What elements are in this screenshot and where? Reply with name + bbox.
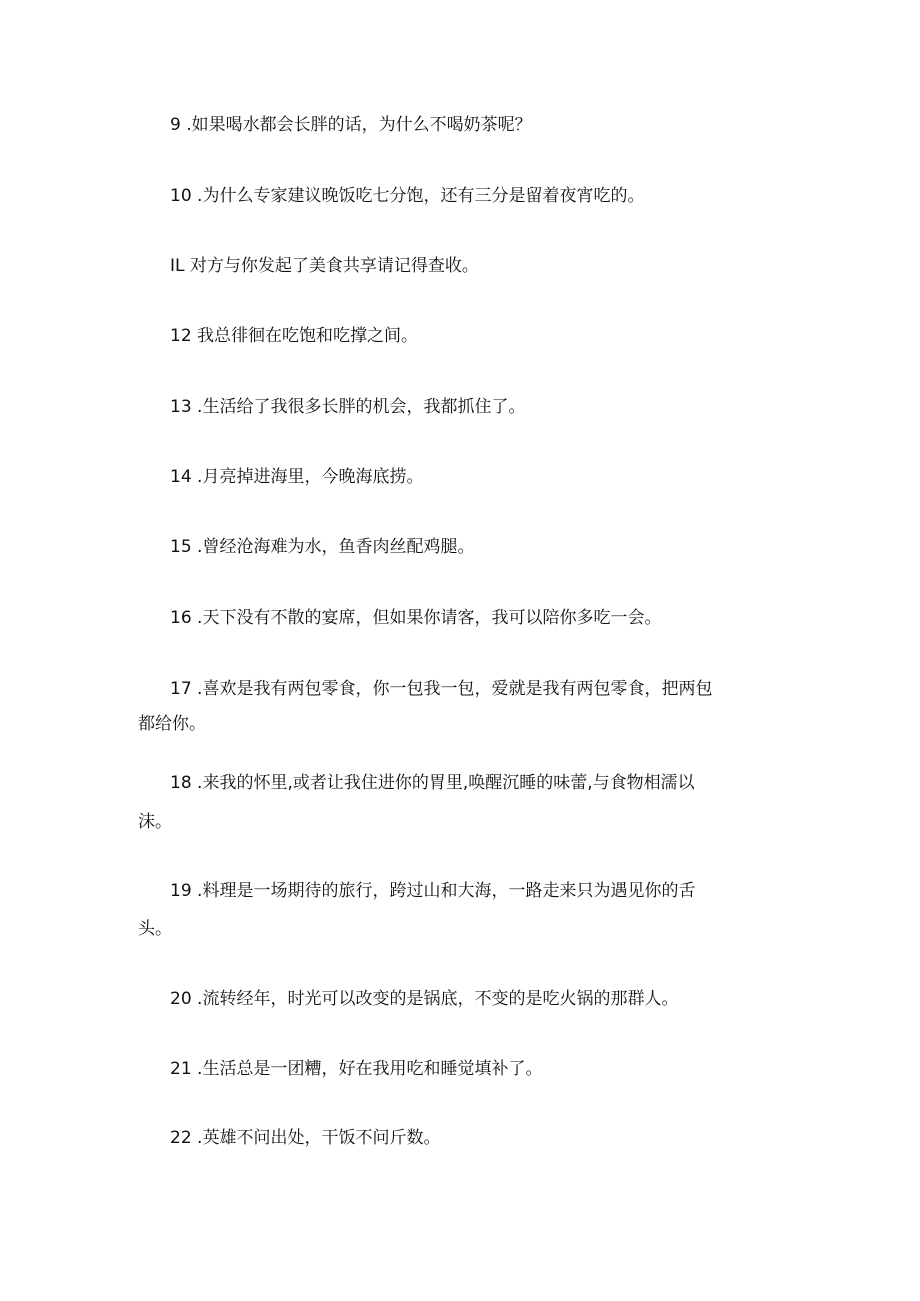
list-item xyxy=(170,988,678,1010)
item-number: 22 xyxy=(170,1128,192,1148)
item-separator: . xyxy=(191,467,203,487)
item-separator: . xyxy=(191,397,203,417)
list-item xyxy=(170,396,525,418)
list-item xyxy=(170,325,418,347)
list-item-continuation: 头。 xyxy=(138,919,172,939)
item-number: 16 xyxy=(170,608,192,628)
item-text: 曾经沧海难为水，鱼香肉丝配鸡腿。 xyxy=(202,537,475,557)
list-item xyxy=(170,185,644,207)
item-text: 如果喝水都会长胖的话，为什么不喝奶茶呢？ xyxy=(191,115,532,135)
item-number: 21 xyxy=(170,1059,192,1079)
list-item xyxy=(170,536,474,558)
item-separator: . xyxy=(191,608,203,628)
list-item xyxy=(170,772,695,794)
item-text: 生活给了我很多长胖的机会，我都抓住了。 xyxy=(202,397,526,417)
list-item xyxy=(170,255,479,277)
item-text: 英雄不问出处，干饭不问斤数。 xyxy=(202,1128,441,1148)
item-text: 料理是一场期待的旅行，跨过山和大海，一路走来只为遇见你的舌 xyxy=(202,881,696,901)
list-item xyxy=(170,466,423,488)
item-number: IL xyxy=(170,256,185,276)
item-number: 17 xyxy=(170,679,192,699)
item-text: 天下没有不散的宴席，但如果你请客，我可以陪你多吃一会。 xyxy=(202,608,662,628)
item-number: 12 xyxy=(170,326,192,346)
item-text: 来我的怀里,或者让我住进你的胃里,唤醒沉睡的味蕾,与食物相濡以 xyxy=(202,773,695,793)
item-number: 15 xyxy=(170,537,192,557)
item-number: 20 xyxy=(170,989,192,1009)
item-separator: . xyxy=(191,1128,203,1148)
item-number: 10 xyxy=(170,186,192,206)
item-number: 14 xyxy=(170,467,192,487)
list-item xyxy=(170,678,712,700)
item-separator: . xyxy=(180,115,192,135)
list-item-continuation: 都给你。 xyxy=(138,714,206,734)
list-item xyxy=(170,607,661,629)
item-separator: . xyxy=(191,1059,203,1079)
item-text: 我总徘徊在吃饱和吃撑之间。 xyxy=(197,326,419,346)
list-item xyxy=(170,880,695,902)
item-separator: . xyxy=(191,537,203,557)
list-item-continuation: 沫。 xyxy=(138,812,172,832)
item-separator: . xyxy=(191,773,203,793)
item-text: 对方与你发起了美食共享请记得查收。 xyxy=(189,256,479,276)
item-number: 18 xyxy=(170,773,192,793)
item-separator: . xyxy=(191,186,203,206)
item-separator: . xyxy=(191,881,203,901)
item-number: 9 xyxy=(170,115,181,135)
item-text: 生活总是一团糟，好在我用吃和睡觉填补了。 xyxy=(202,1059,543,1079)
item-number: 19 xyxy=(170,881,192,901)
item-text: 流转经年，时光可以改变的是锅底，不变的是吃火锅的那群人。 xyxy=(202,989,679,1009)
item-number: 13 xyxy=(170,397,192,417)
item-separator: . xyxy=(191,989,203,1009)
list-item xyxy=(170,1058,542,1080)
item-separator: . xyxy=(191,679,203,699)
list-item xyxy=(170,1127,440,1149)
item-text: 月亮掉进海里，今晚海底捞。 xyxy=(202,467,424,487)
list-item xyxy=(170,114,532,136)
item-text: 喜欢是我有两包零食，你一包我一包，爱就是我有两包零食，把两包 xyxy=(202,679,713,699)
item-text: 为什么专家建议晚饭吃七分饱，还有三分是留着夜宵吃的。 xyxy=(202,186,645,206)
